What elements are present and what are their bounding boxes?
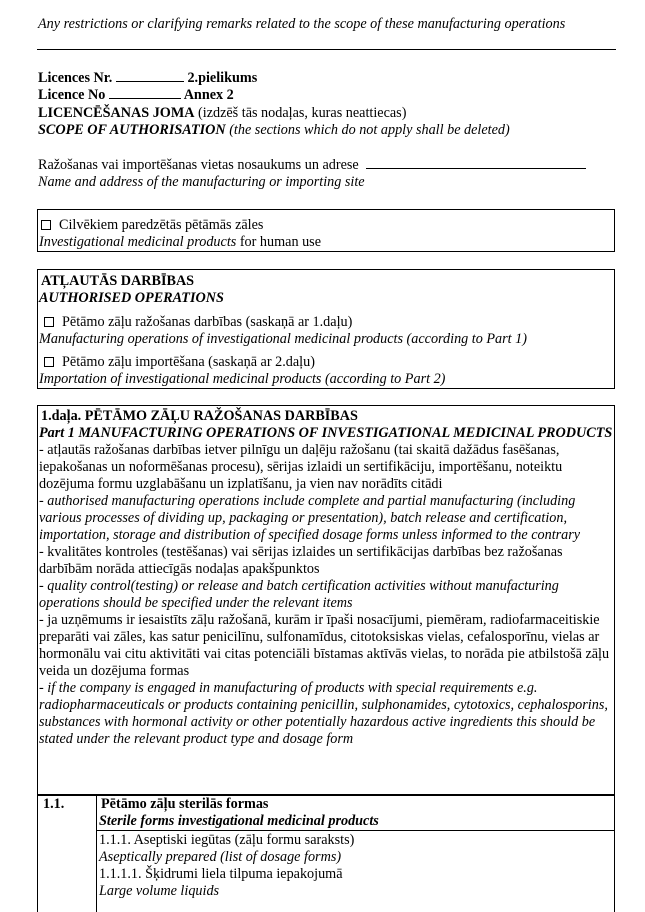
table-column-divider [96, 794, 97, 912]
part1-p2-lv: - kvalitātes kontroles (testēšanas) vai sērijas izlaides un sertifikācijas darbības bez ražošanas darbībām norāda attiecīgās nodaļas apakšpunktos [39, 544, 563, 577]
row-number: 1.1. [43, 796, 65, 812]
licence-en-blank[interactable] [109, 98, 181, 99]
box2-opt1-en: Manufacturing operations of investigational medicinal products (according to Part 1) [39, 331, 527, 347]
box2-opt2-lv-line [44, 354, 315, 371]
row-title-lv: Pētāmo zāļu sterilās formas [101, 796, 269, 812]
row-title-en: Sterile forms investigational medicinal products [99, 813, 379, 829]
part1-p1-en: - authorised manufacturing operations include complete and partial manufacturing (including various processes of dividing up, packaging or presentation), batch release and certification, importation, storage and distribution of specified dosage forms unless informed to the contrary [39, 493, 581, 543]
part1-title-lv: 1.daļa. PĒTĀMO ZĀĻU RAŽOŠANAS DARBĪBAS [41, 408, 358, 424]
sub1-en: Aseptically prepared (list of dosage forms) [99, 849, 342, 865]
scope-lv [38, 105, 406, 122]
licence-lv-annex: 2.pielikums [187, 70, 258, 86]
licence-lv-blank[interactable] [116, 81, 184, 82]
box1-lv: Cilvēkiem paredzētās pētāmās zāles [59, 217, 264, 233]
box1-en-line [39, 234, 321, 251]
top-rule [37, 49, 616, 50]
table-row-divider [96, 830, 614, 831]
part1-p3-lv: - ja uzņēmums ir iesaistīts zāļu ražošanā, kurām ir īpaši nosacījumi, piemēram, radiofarmaceitiskie preparāti vai zāles, kas satur penicilīnu, sulfonamīdus, citotoksiskas vielas, cefalosporīnu, vielas ar hormonālu vai citu aktivitāti vai citas potenciāli bīstamas aktīvās vielas, to norāda pie atbilstošā zāļu veida un dozējuma formas [39, 612, 610, 679]
site-label-en: Name and address of the manufacturing or importing site [38, 174, 365, 190]
opt1-checkbox[interactable] [44, 317, 54, 327]
box2-title-en: AUTHORISED OPERATIONS [39, 290, 224, 306]
top-remark: Any restrictions or clarifying remarks related to the scope of these manufacturing operations [38, 16, 566, 32]
box2-title-lv: ATĻAUTĀS DARBĪBAS [41, 273, 195, 289]
part1-content [39, 408, 614, 748]
site-label-lv-text: Ražošanas vai importēšanas vietas nosaukums un adrese [38, 157, 359, 173]
part1-title-en: Part 1 MANUFACTURING OPERATIONS OF INVESTIGATIONAL MEDICINAL PRODUCTS [39, 425, 613, 441]
scope-en-title: SCOPE OF AUTHORISATION [38, 122, 226, 138]
sub2-en: Large volume liquids [99, 883, 220, 899]
scope-lv-note: (izdzēš tās nodaļas, kuras neattiecas) [198, 105, 407, 121]
scope-lv-title: LICENCĒŠANAS JOMA [38, 105, 195, 121]
box2-opt2-lv: Pētāmo zāļu importēšana (saskaņā ar 2.daļu) [62, 354, 315, 370]
authorised-operations-box [37, 269, 615, 389]
part1-box [37, 405, 615, 794]
investigational-products-box [37, 209, 615, 252]
part1-p2-en: - quality control(testing) or release and batch certification activities without manufacturing operations should be specified under the relevant items [39, 578, 559, 611]
scope-en-note: (the sections which do not apply shall be deleted) [229, 122, 510, 138]
box1-checkbox[interactable] [41, 220, 51, 230]
licence-en-annex: Annex 2 [183, 87, 234, 103]
opt2-checkbox[interactable] [44, 357, 54, 367]
licence-lv-prefix: Licences Nr. [38, 70, 113, 86]
part1-p1-lv: - atļautās ražošanas darbības ietver pilnīgu un daļēju ražošanu (tai skaitā dažādus fasēšanas, iepakošanas un noformēšanas procesu), sērijas izlaidi un sertifikāciju, importēšanu, noteiktu dozējuma formu uzglabāšanu un izplatīšanu, ja vien nav norādīts citādi [39, 442, 563, 492]
box2-opt2-en: Importation of investigational medicinal products (according to Part 2) [39, 371, 446, 387]
box1-lv-line [41, 217, 263, 234]
site-label-lv [38, 157, 586, 174]
box1-en-italic: Investigational medicinal products [39, 234, 237, 250]
scope-en [38, 122, 510, 139]
licence-number-lv [38, 70, 257, 87]
part1-p3-en: - if the company is engaged in manufacturing of products with special requirements e.g. radiopharmaceuticals or products containing penicillin, sulphonamides, cytotoxics, cephalosporins, substances with hormonal activity or other potentially hazardous active ingredients this should be stated under the relevant product type and dosage form [39, 680, 608, 747]
sterile-forms-table [37, 794, 615, 912]
sub1-lv: 1.1.1. Aseptiski iegūtas (zāļu formu saraksts) [99, 832, 355, 848]
box2-opt1-lv: Pētāmo zāļu ražošanas darbības (saskaņā ar 1.daļu) [62, 314, 353, 330]
sub2-lv: 1.1.1.1. Šķidrumi liela tilpuma iepakojumā [99, 866, 343, 882]
licence-number-en [38, 87, 234, 104]
box1-en-rest: for human use [236, 234, 321, 250]
site-blank[interactable] [366, 168, 586, 169]
box2-opt1-lv-line [44, 314, 352, 331]
licence-en-prefix: Licence No [38, 87, 106, 103]
